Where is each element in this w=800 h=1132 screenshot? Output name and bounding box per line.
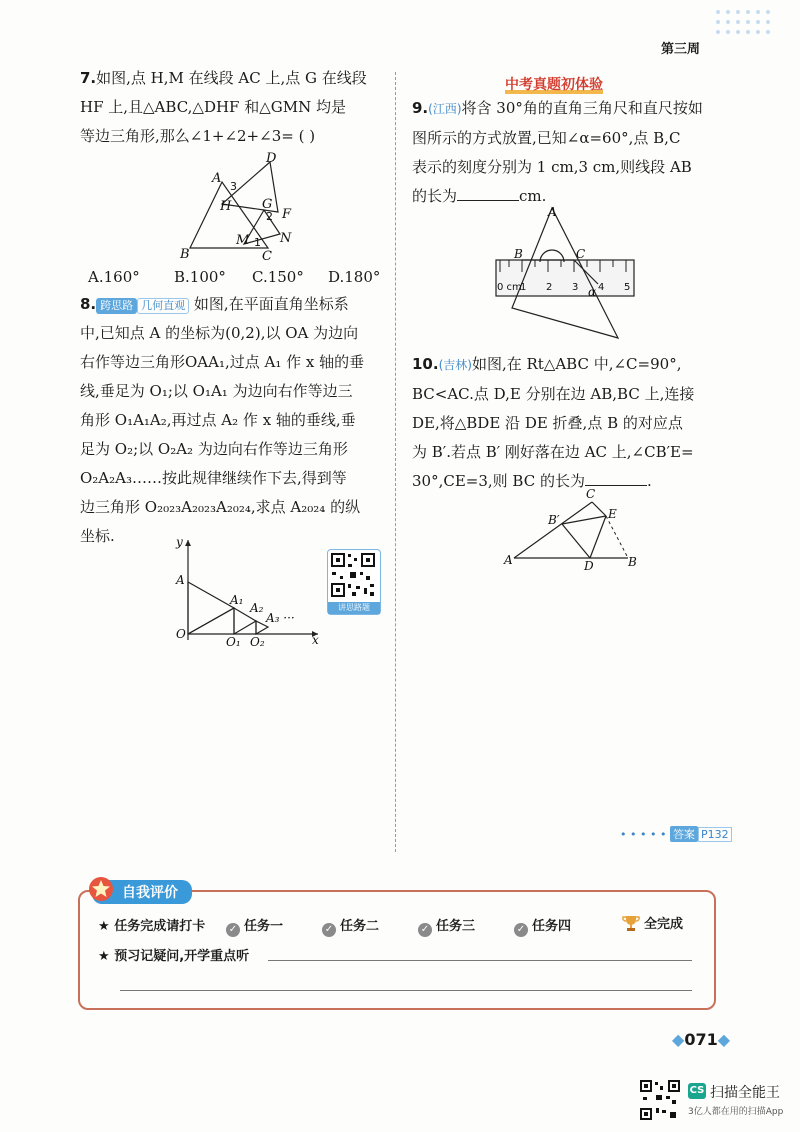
- task-complete-label: 全完成: [644, 917, 684, 932]
- y-axis-arrow: [185, 540, 191, 546]
- q9-region: (江西): [428, 102, 462, 116]
- q7-label-n: N: [280, 231, 292, 246]
- scanner-qr-icon: [640, 1080, 680, 1120]
- q10-label-a: A: [504, 553, 513, 567]
- check-icon: ✓: [226, 923, 240, 937]
- camscanner-logo: CS: [688, 1083, 706, 1099]
- question-9: [412, 94, 728, 211]
- q8-label-y: y: [176, 535, 183, 549]
- q8-line-9: 坐标.: [80, 527, 115, 545]
- task-4[interactable]: [514, 915, 571, 937]
- q10-end: .: [646, 472, 652, 490]
- q9-tick-0: 0 cm: [497, 282, 522, 293]
- q8-line-1: 如图,在平面直角坐标系: [193, 295, 349, 313]
- q7-label-f: F: [282, 207, 292, 222]
- task-3-label: 任务三: [436, 919, 476, 934]
- checkin-label: 任务完成请打卡: [114, 919, 206, 934]
- q10-region: (吉林): [438, 358, 472, 372]
- triangle-oaa1: [188, 582, 234, 634]
- q7-line-2: HF 上,且△ABC,△DHF 和△GMN 均是: [80, 98, 346, 116]
- q9-label-c: C: [576, 247, 586, 261]
- star-bullet-icon: ★: [98, 949, 110, 964]
- q10-figure: [500, 486, 650, 572]
- q9-label-a: A: [548, 205, 557, 219]
- q8-line-7: O₂A₂A₃……按此规律继续作下去,得到等: [80, 469, 347, 487]
- task-4-label: 任务四: [532, 919, 572, 934]
- q9-tick-3: 3: [572, 282, 579, 293]
- scanner-name: 扫描全能王: [710, 1085, 780, 1101]
- checkin-row: [98, 915, 205, 934]
- q8-label-o2: O₂: [250, 635, 265, 648]
- q8-label-a2: A₂: [250, 601, 264, 615]
- q9-tick-2: 2: [546, 282, 553, 293]
- q7-choice-a[interactable]: A.160°: [88, 268, 140, 286]
- q8-tag-cross: 跨思路: [96, 298, 137, 314]
- q9-line-2: 图所示的方式放置,已知∠α=60°,点 B,C: [412, 129, 681, 147]
- q7-choice-b[interactable]: B.100°: [174, 268, 226, 286]
- star-badge-icon: [88, 876, 114, 902]
- answer-label: 答案: [670, 826, 698, 842]
- self-evaluation-title: 自我评价: [92, 880, 192, 904]
- check-icon: ✓: [322, 923, 336, 937]
- q8-coordinate-figure: [172, 534, 324, 648]
- q8-qr-code[interactable]: [327, 549, 381, 615]
- star-bullet-icon: ★: [98, 919, 110, 934]
- q8-line-4: 线,垂足为 O₁;以 O₁A₁ 为边向右作等边三: [80, 382, 353, 400]
- q9-line-1: 将含 30°角的直角三角尺和直尺按如: [461, 99, 703, 117]
- task-complete[interactable]: [622, 913, 683, 932]
- q9-line-3: 表示的刻度分别为 1 cm,3 cm,则线段 AB: [412, 158, 692, 176]
- q10-line-1: 如图,在 Rt△ABC 中,∠C=90°,: [471, 355, 682, 373]
- task-1[interactable]: [226, 915, 283, 937]
- qr-code-icon: [328, 550, 378, 600]
- q7-number: 7.: [80, 69, 97, 87]
- q9-unit: cm.: [519, 187, 547, 205]
- check-icon: ✓: [418, 923, 432, 937]
- q10-line-4: 为 B′.若点 B′ 刚好落在边 AC 上,∠CB′E=: [412, 443, 694, 461]
- q10-label-c: C: [586, 487, 596, 501]
- q10-number: 10.: [412, 355, 439, 373]
- q7-figure: [170, 150, 310, 262]
- q8-line-5: 角形 O₁A₁A₂,再过点 A₂ 作 x 轴的垂线,垂: [80, 411, 356, 429]
- q10-line-3: DE,将△BDE 沿 DE 折叠,点 B 的对应点: [412, 414, 683, 432]
- task-2[interactable]: [322, 915, 379, 937]
- q7-angle-3: 3: [230, 180, 237, 193]
- dots-leader: • • • • •: [620, 828, 670, 841]
- q9-number: 9.: [412, 99, 429, 117]
- q8-line-2: 中,已知点 A 的坐标为(0,2),以 OA 为边向: [80, 324, 359, 342]
- q8-label-a3: A₃ ···: [266, 611, 295, 625]
- q8-line-6: 足为 O₂;以 O₂A₂ 为边向右作等边三角形: [80, 440, 348, 458]
- q8-tag-intuition: 几何直观: [137, 298, 189, 314]
- q10-answer-blank[interactable]: [585, 467, 647, 486]
- note-line-2[interactable]: [120, 990, 692, 991]
- q7-choice-d[interactable]: D.180°: [328, 268, 381, 286]
- question-note-row: [98, 945, 249, 964]
- task-1-label: 任务一: [244, 919, 284, 934]
- q10-line-2: BC<AC.点 D,E 分别在边 AB,BC 上,连接: [412, 385, 695, 403]
- scanner-slogan: 3亿人都在用的扫描App: [688, 1107, 784, 1117]
- q9-answer-blank[interactable]: [457, 182, 519, 201]
- q8-label-x: x: [312, 633, 319, 647]
- question-7: [80, 64, 390, 151]
- q7-line-1: 如图,点 H,M 在线段 AC 上,点 G 在线段: [96, 69, 367, 87]
- task-3[interactable]: [418, 915, 475, 937]
- q7-label-h: H: [220, 199, 232, 214]
- side-ac: [514, 502, 592, 558]
- trophy-icon: [622, 914, 640, 932]
- q7-label-d: D: [266, 151, 277, 166]
- triangle-gmn: [244, 210, 280, 244]
- q8-label-o1: O₁: [226, 635, 241, 648]
- q7-label-m: M: [236, 233, 250, 248]
- q9-label-b: B: [514, 247, 523, 261]
- q7-label-a: A: [212, 171, 222, 186]
- q7-choices: [88, 268, 388, 290]
- q8-label-o: O: [176, 627, 186, 641]
- question-8: [80, 290, 392, 551]
- q7-angle-2: 2: [266, 210, 273, 223]
- task-2-label: 任务二: [340, 919, 380, 934]
- q7-label-g: G: [262, 197, 273, 212]
- q8-label-a1: A₁: [230, 593, 244, 607]
- q10-label-b: B: [628, 555, 637, 569]
- q9-tick-4: 4: [598, 282, 605, 293]
- note-line-1[interactable]: [268, 960, 692, 961]
- q7-label-b: B: [180, 247, 190, 262]
- side-ce: [592, 502, 606, 516]
- header-dot-pattern: [712, 6, 782, 46]
- q10-label-d: D: [584, 559, 594, 572]
- q7-line-3: 等边三角形,那么∠1+∠2+∠3= ( ): [80, 127, 316, 145]
- q10-label-bprime: B′: [548, 513, 560, 527]
- question-note-label: 预习记疑问,开学重点听: [114, 949, 250, 964]
- q8-number: 8.: [80, 295, 97, 313]
- q9-label-alpha: α: [588, 285, 597, 299]
- q7-choice-c[interactable]: C.150°: [252, 268, 304, 286]
- answer-page: P132: [698, 827, 732, 842]
- page-number-text: 071: [684, 1030, 718, 1049]
- q10-label-e: E: [608, 507, 617, 521]
- q10-line-5: 30°,CE=3,则 BC 的长为: [412, 472, 585, 490]
- page-number: ◆071◆: [672, 1030, 731, 1049]
- question-10: [412, 350, 728, 496]
- q8-label-a: A: [176, 573, 185, 587]
- section-title: 中考真题初体验: [505, 77, 603, 93]
- q8-line-3: 右作等边三角形OAA₁,过点 A₁ 作 x 轴的垂: [80, 353, 365, 371]
- q7-angle-1: 1: [254, 236, 261, 249]
- q8-line-8: 边三角形 O₂₀₂₃A₂₀₂₃A₂₀₂₄,求点 A₂₀₂₄ 的纵: [80, 498, 361, 516]
- column-divider: [395, 72, 396, 852]
- q9-tick-1: 1: [520, 282, 527, 293]
- answer-reference[interactable]: [620, 826, 732, 842]
- week-label: 第三周: [660, 42, 700, 57]
- q7-label-c: C: [262, 249, 272, 262]
- q9-line-4: 的长为: [412, 187, 458, 205]
- q9-tick-5: 5: [624, 282, 631, 293]
- q9-ruler-figure: [490, 200, 640, 342]
- qr-caption: 讲思路题: [328, 602, 380, 614]
- check-icon: ✓: [514, 923, 528, 937]
